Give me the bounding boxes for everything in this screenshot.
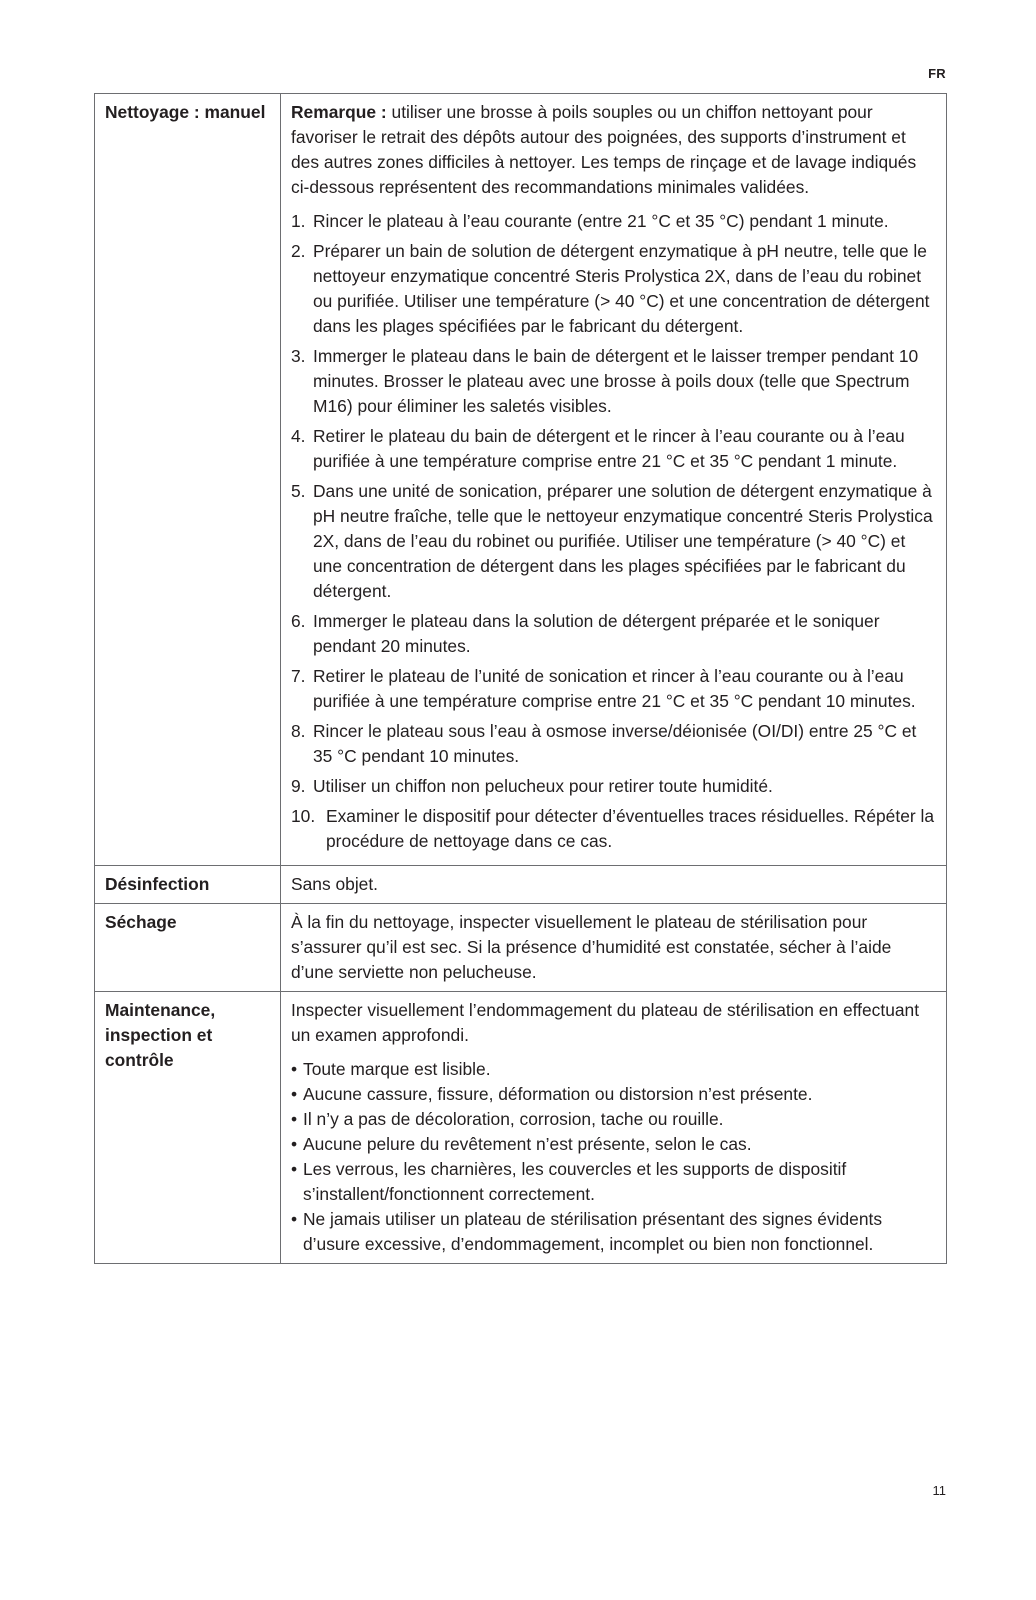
- checklist-item: [291, 1132, 938, 1157]
- step-number: 7.: [291, 666, 306, 686]
- row-label-disinfection: Désinfection: [95, 866, 281, 904]
- step-text: Retirer le plateau de l’unité de sonication et rincer à l’eau courante ou à l’eau purifiée à une température comprise entre 21 °C et 35 °C pendant 10 minutes.: [313, 666, 916, 711]
- step-item: [291, 424, 938, 474]
- step-number: 2.: [291, 241, 306, 261]
- step-text: Dans une unité de sonication, préparer une solution de détergent enzymatique à pH neutre fraîche, telle que le nettoyeur enzymatique concentré Steris Prolystica 2X, dans de l’eau du robinet ou purifiée. Utiliser une température (> 40 °C) et une concentration de détergent dans les plages spécifiées par le fabricant du détergent.: [313, 481, 933, 601]
- step-item: [291, 479, 938, 604]
- checklist-text: Ne jamais utiliser un plateau de stérilisation présentant des signes évidents d’usure excessive, d’endommagement, incomplet ou bien non fonctionnel.: [303, 1209, 883, 1254]
- step-text: Préparer un bain de solution de détergent enzymatique à pH neutre, telle que le nettoyeur enzymatique concentré Steris Prolystica 2X, dans de l’eau du robinet ou purifiée. Utiliser une température (> 40 °C) et une concentration de détergent dans les plages spécifiées par le fabricant du détergent.: [313, 241, 930, 336]
- step-item: [291, 804, 938, 854]
- step-number: 8.: [291, 721, 306, 741]
- cleaning-steps-list: [291, 209, 938, 854]
- checklist-text: Aucune pelure du revêtement n’est présente, selon le cas.: [303, 1134, 752, 1154]
- step-number: 9.: [291, 776, 306, 796]
- row-content-drying: À la fin du nettoyage, inspecter visuellement le plateau de stérilisation pour s’assurer qu’il est sec. Si la présence d’humidité est constatée, sécher à l’aide d’une serviette non pelucheuse.: [281, 904, 947, 992]
- row-content-maintenance: [281, 992, 947, 1264]
- step-item: [291, 609, 938, 659]
- step-text: Retirer le plateau du bain de détergent et le rincer à l’eau courante ou à l’eau purifiée à une température comprise entre 21 °C et 35 °C pendant 1 minute.: [313, 426, 905, 471]
- bullet-icon: •: [291, 1109, 298, 1129]
- step-item: [291, 664, 938, 714]
- checklist-text: Il n’y a pas de décoloration, corrosion, tache ou rouille.: [303, 1109, 724, 1129]
- row-label-cleaning: Nettoyage : manuel: [95, 94, 281, 866]
- checklist-item: [291, 1107, 938, 1132]
- bullet-icon: •: [291, 1059, 298, 1079]
- step-number: 5.: [291, 481, 306, 501]
- row-disinfection: [95, 866, 947, 904]
- step-item: [291, 344, 938, 419]
- note-text: utiliser une brosse à poils souples ou un chiffon nettoyant pour favoriser le retrait des dépôts autour des poignées, des supports d’instrument et des autres zones difficiles à nettoyer. Les temps de rinçage et de lavage indiqués ci-dessous représentent des recommandations minimales validées.: [291, 102, 917, 197]
- page-number: 11: [932, 1483, 946, 1498]
- step-number: 6.: [291, 611, 306, 631]
- step-text: Immerger le plateau dans le bain de détergent et le laisser tremper pendant 10 minutes. Brosser le plateau avec une brosse à poils doux (telle que Spectrum M16) pour éliminer les saletés visibles.: [313, 346, 919, 416]
- row-label-maintenance: Maintenance, inspection et contrôle: [95, 992, 281, 1264]
- step-item: [291, 239, 938, 339]
- step-number: 1.: [291, 211, 306, 231]
- bullet-icon: •: [291, 1159, 298, 1179]
- step-item: [291, 774, 938, 799]
- checklist-text: Toute marque est lisible.: [303, 1059, 491, 1079]
- checklist-item: [291, 1057, 938, 1082]
- inspection-checklist: [291, 1057, 938, 1257]
- step-item: [291, 719, 938, 769]
- checklist-text: Aucune cassure, fissure, déformation ou distorsion n’est présente.: [303, 1084, 813, 1104]
- step-text: Utiliser un chiffon non pelucheux pour retirer toute humidité.: [313, 776, 773, 796]
- step-text: Immerger le plateau dans la solution de détergent préparée et le soniquer pendant 20 minutes.: [313, 611, 880, 656]
- row-maintenance: [95, 992, 947, 1264]
- step-text: Rincer le plateau sous l’eau à osmose inverse/déionisée (OI/DI) entre 25 °C et 35 °C pendant 10 minutes.: [313, 721, 917, 766]
- bullet-icon: •: [291, 1134, 298, 1154]
- step-text: Rincer le plateau à l’eau courante (entre 21 °C et 35 °C) pendant 1 minute.: [313, 211, 889, 231]
- step-number: 4.: [291, 426, 306, 446]
- checklist-item: [291, 1207, 938, 1257]
- step-number: 10.: [291, 806, 316, 826]
- checklist-item: [291, 1082, 938, 1107]
- bullet-icon: •: [291, 1209, 298, 1229]
- note-label: Remarque :: [291, 102, 387, 122]
- step-item: [291, 209, 938, 234]
- row-drying: [95, 904, 947, 992]
- row-content-cleaning: [281, 94, 947, 866]
- row-cleaning-manual: [95, 94, 947, 866]
- step-number: 3.: [291, 346, 306, 366]
- row-label-drying: Séchage: [95, 904, 281, 992]
- row-content-disinfection: Sans objet.: [281, 866, 947, 904]
- cleaning-note: [291, 100, 938, 200]
- checklist-text: Les verrous, les charnières, les couvercles et les supports de dispositif s’installent/fonctionnent correctement.: [303, 1159, 847, 1204]
- language-code: FR: [928, 66, 946, 81]
- reprocessing-table: [94, 93, 947, 1264]
- checklist-item: [291, 1157, 938, 1207]
- maintenance-intro: Inspecter visuellement l’endommagement du plateau de stérilisation en effectuant un examen approfondi.: [291, 1000, 920, 1045]
- step-text: Examiner le dispositif pour détecter d’éventuelles traces résiduelles. Répéter la procédure de nettoyage dans ce cas.: [326, 806, 935, 851]
- bullet-icon: •: [291, 1084, 298, 1104]
